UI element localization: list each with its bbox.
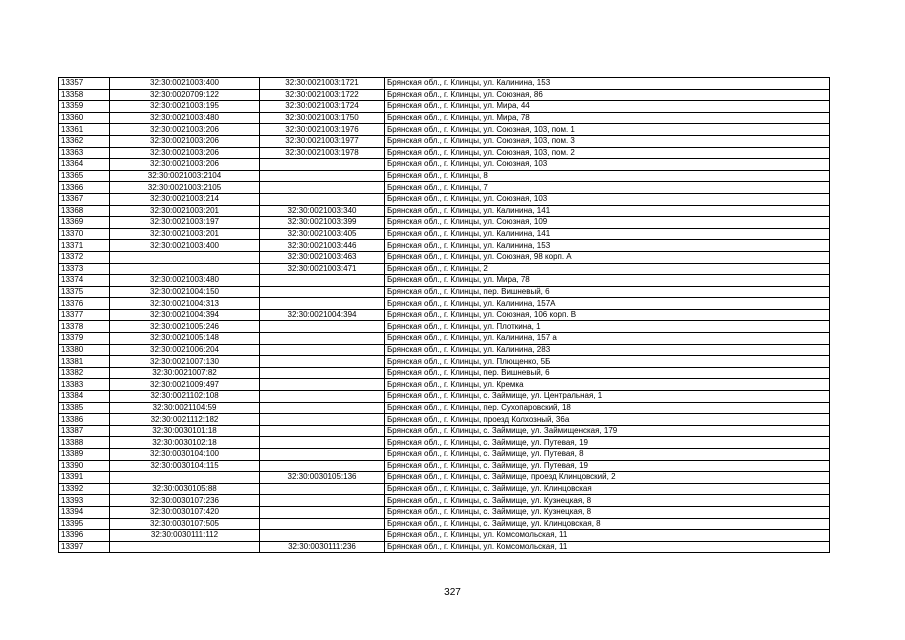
table-row [59,217,830,229]
linked-cadastral-number-cell [260,518,385,530]
table-row [59,112,830,124]
table-row [59,101,830,113]
row-number-cell: 13375 [59,286,110,298]
row-number-cell: 13378 [59,321,110,333]
table-row [59,530,830,542]
registry-table [58,77,830,553]
address-cell: Брянская обл., г. Клинцы, ул. Плоткина, 1 [385,321,830,333]
address-cell: Брянская обл., г. Клинцы, с. Займище, ул. Клинцовская [385,483,830,495]
address-cell: Брянская обл., г. Клинцы, с. Займище, ул. Займищенская, 179 [385,425,830,437]
cadastral-number-cell: 32:30:0021003:480 [110,275,260,287]
table-row [59,263,830,275]
linked-cadastral-number-cell: 32:30:0021003:1978 [260,147,385,159]
row-number-cell: 13357 [59,78,110,90]
row-number-cell: 13365 [59,170,110,182]
cadastral-number-cell: 32:30:0030104:100 [110,449,260,461]
cadastral-number-cell [110,263,260,275]
cadastral-number-cell: 32:30:0030105:88 [110,483,260,495]
table-row [59,124,830,136]
table-row [59,367,830,379]
linked-cadastral-number-cell [260,449,385,461]
address-cell: Брянская обл., г. Клинцы, с. Займище, проезд Клинцовский, 2 [385,472,830,484]
table-row [59,147,830,159]
cadastral-number-cell: 32:30:0030107:505 [110,518,260,530]
cadastral-number-cell: 32:30:0030104:115 [110,460,260,472]
address-cell: Брянская обл., г. Клинцы, ул. Союзная, 109 [385,217,830,229]
address-cell: Брянская обл., г. Клинцы, ул. Союзная, 103, пом. 3 [385,135,830,147]
cadastral-number-cell: 32:30:0021007:82 [110,367,260,379]
table-row [59,333,830,345]
page-number: 327 [444,587,461,598]
table-row [59,78,830,90]
row-number-cell: 13383 [59,379,110,391]
row-number-cell: 13390 [59,460,110,472]
address-cell: Брянская обл., г. Клинцы, ул. Союзная, 106 корп. В [385,309,830,321]
linked-cadastral-number-cell [260,414,385,426]
row-number-cell: 13374 [59,275,110,287]
cadastral-number-cell: 32:30:0021102:108 [110,391,260,403]
address-cell: Брянская обл., г. Клинцы, ул. Мира, 44 [385,101,830,113]
cadastral-number-cell: 32:30:0021003:197 [110,217,260,229]
row-number-cell: 13367 [59,193,110,205]
address-cell: Брянская обл., г. Клинцы, ул. Мира, 78 [385,275,830,287]
table-row [59,402,830,414]
linked-cadastral-number-cell: 32:30:0021003:1721 [260,78,385,90]
row-number-cell: 13385 [59,402,110,414]
table-row [59,472,830,484]
linked-cadastral-number-cell: 32:30:0021003:405 [260,228,385,240]
row-number-cell: 13396 [59,530,110,542]
table-row [59,321,830,333]
address-cell: Брянская обл., г. Клинцы, с. Займище, ул. Путевая, 19 [385,437,830,449]
address-cell: Брянская обл., г. Клинцы, ул. Союзная, 98 корп. А [385,251,830,263]
row-number-cell: 13368 [59,205,110,217]
table-row [59,495,830,507]
table-row [59,356,830,368]
linked-cadastral-number-cell [260,391,385,403]
table-row [59,391,830,403]
table-row [59,135,830,147]
address-cell: Брянская обл., г. Клинцы, ул. Союзная, 103 [385,193,830,205]
linked-cadastral-number-cell: 32:30:0021003:1722 [260,89,385,101]
linked-cadastral-number-cell [260,356,385,368]
address-cell: Брянская обл., г. Клинцы, проезд Колхозный, 36а [385,414,830,426]
row-number-cell: 13370 [59,228,110,240]
linked-cadastral-number-cell [260,170,385,182]
row-number-cell: 13379 [59,333,110,345]
linked-cadastral-number-cell [260,437,385,449]
cadastral-number-cell: 32:30:0030101:18 [110,425,260,437]
linked-cadastral-number-cell: 32:30:0021003:1750 [260,112,385,124]
linked-cadastral-number-cell: 32:30:0021003:471 [260,263,385,275]
row-number-cell: 13395 [59,518,110,530]
row-number-cell: 13389 [59,449,110,461]
row-number-cell: 13359 [59,101,110,113]
linked-cadastral-number-cell: 32:30:0021003:1976 [260,124,385,136]
table-row [59,460,830,472]
linked-cadastral-number-cell [260,159,385,171]
table-row [59,541,830,553]
row-number-cell: 13372 [59,251,110,263]
cadastral-number-cell: 32:30:0021004:313 [110,298,260,310]
linked-cadastral-number-cell: 32:30:0021003:446 [260,240,385,252]
cadastral-number-cell: 32:30:0021004:394 [110,309,260,321]
table-row [59,182,830,194]
address-cell: Брянская обл., г. Клинцы, пер. Вишневый, 6 [385,367,830,379]
cadastral-number-cell: 32:30:0021006:204 [110,344,260,356]
linked-cadastral-number-cell: 32:30:0021003:1977 [260,135,385,147]
cadastral-number-cell [110,541,260,553]
table-row [59,170,830,182]
address-cell: Брянская обл., г. Клинцы, ул. Кремка [385,379,830,391]
linked-cadastral-number-cell [260,425,385,437]
address-cell: Брянская обл., г. Клинцы, ул. Союзная, 86 [385,89,830,101]
linked-cadastral-number-cell [260,321,385,333]
row-number-cell: 13377 [59,309,110,321]
address-cell: Брянская обл., г. Клинцы, ул. Союзная, 103 [385,159,830,171]
address-cell: Брянская обл., г. Клинцы, ул. Комсомольская, 11 [385,530,830,542]
address-cell: Брянская обл., г. Клинцы, ул. Калинина, 141 [385,228,830,240]
linked-cadastral-number-cell [260,402,385,414]
cadastral-number-cell: 32:30:0021003:201 [110,228,260,240]
row-number-cell: 13366 [59,182,110,194]
linked-cadastral-number-cell: 32:30:0021003:1724 [260,101,385,113]
address-cell: Брянская обл., г. Клинцы, ул. Мира, 78 [385,112,830,124]
address-cell: Брянская обл., г. Клинцы, с. Займище, ул. Путевая, 19 [385,460,830,472]
row-number-cell: 13384 [59,391,110,403]
cadastral-number-cell [110,472,260,484]
table-row [59,506,830,518]
row-number-cell: 13373 [59,263,110,275]
table-row [59,483,830,495]
address-cell: Брянская обл., г. Клинцы, ул. Плющенко, 5Б [385,356,830,368]
table-row [59,159,830,171]
address-cell: Брянская обл., г. Клинцы, ул. Калинина, 157А [385,298,830,310]
linked-cadastral-number-cell [260,344,385,356]
linked-cadastral-number-cell [260,286,385,298]
row-number-cell: 13386 [59,414,110,426]
cadastral-number-cell: 32:30:0020709:122 [110,89,260,101]
address-cell: Брянская обл., г. Клинцы, 8 [385,170,830,182]
linked-cadastral-number-cell [260,483,385,495]
cadastral-number-cell: 32:30:0021112:182 [110,414,260,426]
address-cell: Брянская обл., г. Клинцы, ул. Калинина, 157 а [385,333,830,345]
address-cell: Брянская обл., г. Клинцы, с. Займище, ул. Кузнецкая, 8 [385,495,830,507]
cadastral-number-cell: 32:30:0030111:112 [110,530,260,542]
table-row [59,275,830,287]
table-row [59,251,830,263]
cadastral-number-cell: 32:30:0021009:497 [110,379,260,391]
address-cell: Брянская обл., г. Клинцы, ул. Союзная, 103, пом. 2 [385,147,830,159]
cadastral-number-cell: 32:30:0030102:18 [110,437,260,449]
table-row [59,228,830,240]
row-number-cell: 13371 [59,240,110,252]
row-number-cell: 13363 [59,147,110,159]
address-cell: Брянская обл., г. Клинцы, пер. Вишневый, 6 [385,286,830,298]
cadastral-number-cell [110,251,260,263]
linked-cadastral-number-cell: 32:30:0021003:340 [260,205,385,217]
cadastral-number-cell: 32:30:0030107:420 [110,506,260,518]
table-row [59,205,830,217]
address-cell: Брянская обл., г. Клинцы, ул. Союзная, 103, пом. 1 [385,124,830,136]
address-cell: Брянская обл., г. Клинцы, ул. Комсомольская, 11 [385,541,830,553]
table-row [59,414,830,426]
address-cell: Брянская обл., г. Клинцы, ул. Калинина, 153 [385,240,830,252]
row-number-cell: 13369 [59,217,110,229]
cadastral-number-cell: 32:30:0021007:130 [110,356,260,368]
address-cell: Брянская обл., г. Клинцы, ул. Калинина, 283 [385,344,830,356]
address-cell: Брянская обл., г. Клинцы, с. Займище, ул. Кузнецкая, 8 [385,506,830,518]
linked-cadastral-number-cell: 32:30:0030111:236 [260,541,385,553]
table-row [59,309,830,321]
address-cell: Брянская обл., г. Клинцы, 7 [385,182,830,194]
row-number-cell: 13376 [59,298,110,310]
table-row [59,425,830,437]
registry-table-body [59,78,830,553]
cadastral-number-cell: 32:30:0021003:195 [110,101,260,113]
cadastral-number-cell: 32:30:0021003:206 [110,135,260,147]
row-number-cell: 13381 [59,356,110,368]
cadastral-number-cell: 32:30:0021003:201 [110,205,260,217]
row-number-cell: 13364 [59,159,110,171]
row-number-cell: 13387 [59,425,110,437]
linked-cadastral-number-cell [260,275,385,287]
cadastral-number-cell: 32:30:0021003:206 [110,124,260,136]
row-number-cell: 13358 [59,89,110,101]
cadastral-number-cell: 32:30:0021003:2105 [110,182,260,194]
row-number-cell: 13392 [59,483,110,495]
cadastral-number-cell: 32:30:0021003:206 [110,147,260,159]
row-number-cell: 13362 [59,135,110,147]
address-cell: Брянская обл., г. Клинцы, с. Займище, ул. Клинцовская, 8 [385,518,830,530]
linked-cadastral-number-cell [260,333,385,345]
address-cell: Брянская обл., г. Клинцы, с. Займище, ул. Путевая, 8 [385,449,830,461]
row-number-cell: 13360 [59,112,110,124]
table-row [59,518,830,530]
table-row [59,240,830,252]
row-number-cell: 13388 [59,437,110,449]
table-row [59,379,830,391]
linked-cadastral-number-cell [260,495,385,507]
row-number-cell: 13382 [59,367,110,379]
table-row [59,344,830,356]
cadastral-number-cell: 32:30:0021003:214 [110,193,260,205]
linked-cadastral-number-cell [260,298,385,310]
linked-cadastral-number-cell [260,460,385,472]
linked-cadastral-number-cell [260,367,385,379]
linked-cadastral-number-cell [260,506,385,518]
cadastral-number-cell: 32:30:0021005:148 [110,333,260,345]
table-row [59,298,830,310]
address-cell: Брянская обл., г. Клинцы, ул. Калинина, 141 [385,205,830,217]
address-cell: Брянская обл., г. Клинцы, пер. Сухопаровский, 18 [385,402,830,414]
row-number-cell: 13391 [59,472,110,484]
row-number-cell: 13397 [59,541,110,553]
cadastral-number-cell: 32:30:0021004:150 [110,286,260,298]
cadastral-number-cell: 32:30:0021003:206 [110,159,260,171]
address-cell: Брянская обл., г. Клинцы, ул. Калинина, 153 [385,78,830,90]
cadastral-number-cell: 32:30:0021003:480 [110,112,260,124]
linked-cadastral-number-cell [260,182,385,194]
table-row [59,437,830,449]
linked-cadastral-number-cell: 32:30:0021003:399 [260,217,385,229]
linked-cadastral-number-cell [260,530,385,542]
address-cell: Брянская обл., г. Клинцы, 2 [385,263,830,275]
linked-cadastral-number-cell [260,379,385,391]
cadastral-number-cell: 32:30:0021003:400 [110,240,260,252]
linked-cadastral-number-cell: 32:30:0030105:136 [260,472,385,484]
table-row [59,449,830,461]
row-number-cell: 13394 [59,506,110,518]
row-number-cell: 13361 [59,124,110,136]
table-row [59,89,830,101]
cadastral-number-cell: 32:30:0021005:246 [110,321,260,333]
table-row [59,193,830,205]
row-number-cell: 13380 [59,344,110,356]
linked-cadastral-number-cell: 32:30:0021004:394 [260,309,385,321]
address-cell: Брянская обл., г. Клинцы, с. Займище, ул. Центральная, 1 [385,391,830,403]
cadastral-number-cell: 32:30:0021003:2104 [110,170,260,182]
linked-cadastral-number-cell: 32:30:0021003:463 [260,251,385,263]
cadastral-number-cell: 32:30:0030107:236 [110,495,260,507]
row-number-cell: 13393 [59,495,110,507]
table-row [59,286,830,298]
cadastral-number-cell: 32:30:0021003:400 [110,78,260,90]
cadastral-number-cell: 32:30:0021104:59 [110,402,260,414]
linked-cadastral-number-cell [260,193,385,205]
